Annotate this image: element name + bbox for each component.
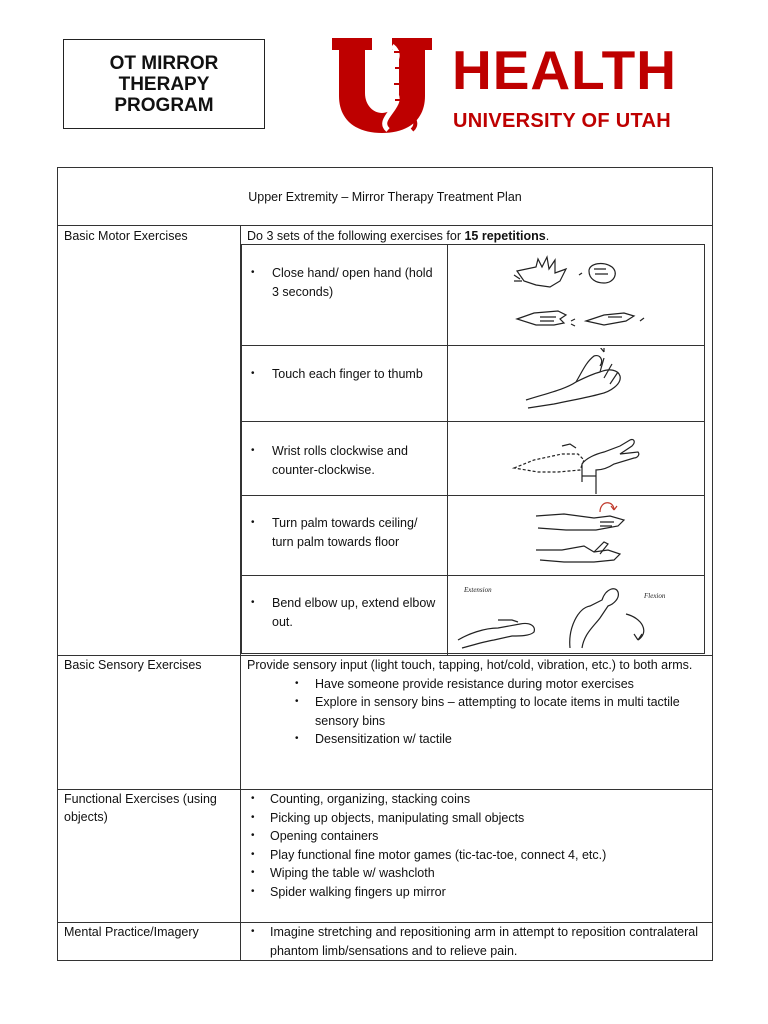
intro-text: Do 3 sets of the following exercises for [247, 229, 465, 243]
sensory-list [247, 675, 707, 749]
mental-practice-content [247, 923, 707, 960]
list-item: • Picking up objects, manipulating small objects [247, 809, 707, 828]
exercise-text: • Close hand/ open hand (hold 3 seconds) [272, 264, 442, 301]
exercise-text: • Bend elbow up, extend elbow out. [272, 594, 442, 631]
exercise-row [242, 496, 704, 576]
program-title-line: THERAPY [118, 73, 210, 95]
basic-motor-intro [247, 227, 707, 246]
intro-end: . [545, 229, 550, 243]
list-item: • Desensitization w/ tactile [247, 730, 707, 749]
list-item: • Opening containers [247, 827, 707, 846]
exercise-row [242, 422, 704, 496]
functional-list [247, 790, 707, 901]
palm-turn-illustration [454, 498, 699, 574]
extension-label: Extension [464, 586, 492, 594]
exercise-text: • Wrist rolls clockwise and counter-clockwise. [272, 442, 442, 479]
basic-sensory-content [247, 656, 707, 749]
mental-list [247, 923, 707, 960]
list-item: • Explore in sensory bins – attempting to locate items in multi tactile sensory bins [247, 693, 707, 730]
exercise-text: • Turn palm towards ceiling/ turn palm towards floor [272, 514, 442, 551]
list-item: • Counting, organizing, stacking coins [247, 790, 707, 809]
flexion-label: Flexion [644, 592, 666, 600]
program-title-line: PROGRAM [114, 94, 214, 116]
repetitions-count: 15 repetitions [464, 229, 546, 243]
treatment-plan-table [57, 167, 713, 961]
exercise-text: • Touch each finger to thumb [272, 365, 442, 384]
functional-exercises-label: Functional Exercises (using objects) [64, 792, 217, 824]
list-item: • Have someone provide resistance during motor exercises [247, 675, 707, 694]
basic-motor-label: Basic Motor Exercises [64, 229, 188, 243]
list-item: • Wiping the table w/ washcloth [247, 864, 707, 883]
program-title-line: OT MIRROR [109, 52, 219, 74]
exercise-row [242, 245, 704, 346]
sensory-intro: Provide sensory input (light touch, tapping, hot/cold, vibration, etc.) to both arms. [247, 658, 693, 672]
program-title-box [63, 39, 265, 129]
exercise-row [242, 576, 704, 655]
list-item: • Imagine stretching and repositioning arm in attempt to reposition contralateral phantom limb/sensations and to relieve pain. [247, 923, 707, 960]
university-of-utah-health-logo [332, 38, 677, 134]
list-item: • Play functional fine motor games (tic-tac-toe, connect 4, etc.) [247, 846, 707, 865]
elbow-flexion-extension-illustration [454, 578, 699, 654]
plan-title: Upper Extremity – Mirror Therapy Treatment Plan [58, 168, 712, 226]
open-close-hand-illustration [454, 249, 699, 341]
list-item: • Spider walking fingers up mirror [247, 883, 707, 902]
program-title [79, 53, 249, 116]
exercise-row [242, 346, 704, 422]
block-u-dna-logo-icon [332, 38, 432, 133]
logo-health-text: HEALTH [452, 39, 677, 101]
basic-sensory-label: Basic Sensory Exercises [64, 658, 202, 672]
wrist-roll-illustration [454, 424, 699, 494]
functional-exercises-content [247, 790, 707, 901]
mental-practice-label: Mental Practice/Imagery [64, 925, 199, 939]
finger-to-thumb-illustration [454, 348, 699, 420]
exercise-table [241, 244, 705, 654]
logo-university-text: UNIVERSITY OF UTAH [453, 110, 672, 132]
